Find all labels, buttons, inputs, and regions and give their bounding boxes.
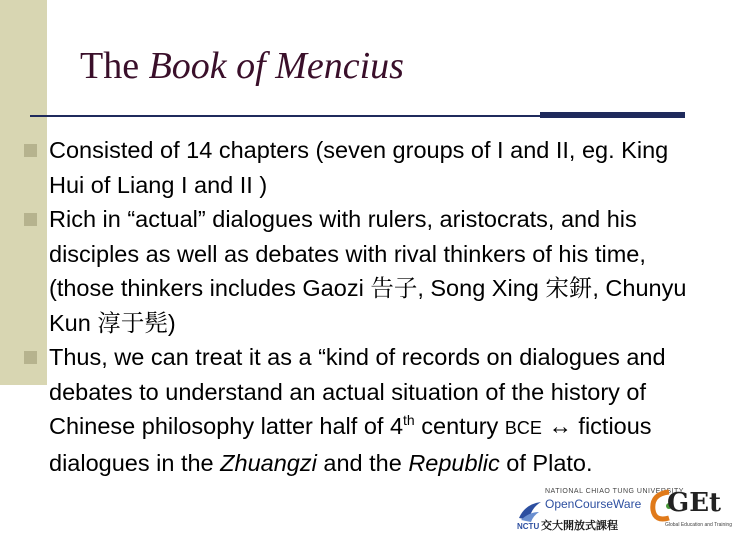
get-logo — [647, 484, 732, 538]
italic-republic: Republic — [408, 449, 500, 476]
ocw-label: OpenCourseWare — [545, 497, 642, 511]
bullet-text: and the — [316, 449, 409, 476]
get-label: GEt — [667, 488, 722, 518]
bullet-text: ↔ fictious dialogues in the — [49, 413, 652, 476]
bullet-item — [22, 340, 702, 480]
ocw-university-text: NATIONAL CHIAO TUNG UNIVERSITY — [545, 488, 684, 495]
title-italic: Book of Mencius — [148, 45, 404, 87]
title-rule — [30, 115, 540, 117]
bullet-square-icon — [24, 144, 37, 157]
get-subtitle: Global Education and Training — [665, 522, 732, 528]
ocw-chinese-label: 交大開放式課程 — [541, 520, 618, 532]
bullet-text: Rich in “actual” dialogues with rulers, aristocrats, and his disciples as well as debates with rival thinkers of his time, (those thinkers includes Gaozi 告子, Song Xing 宋鈃, Chunyu Kun 淳于髡) — [49, 206, 687, 336]
bullet-list — [22, 133, 702, 480]
title-rule-accent — [540, 112, 685, 118]
italic-zhuangzi: Zhuangzi — [220, 449, 317, 476]
nctu-logo-icon — [517, 498, 543, 524]
bullet-item — [22, 133, 702, 202]
footer-logos — [515, 484, 732, 538]
slide-title — [80, 44, 404, 88]
title-plain: The — [80, 45, 149, 87]
nctu-label: NCTU — [517, 522, 540, 531]
bullet-text: Thus, we can treat it as a “kind of records on dialogues and debates to understand an actual situation of the history of Chinese philosophy latter half of 4 — [49, 344, 666, 439]
bullet-text: century — [414, 413, 505, 439]
bullet-square-icon — [24, 351, 37, 364]
bullet-item — [22, 202, 702, 340]
superscript-th: th — [403, 412, 415, 428]
bullet-square-icon — [24, 213, 37, 226]
bullet-text: Consisted of 14 chapters (seven groups of I and II, eg. King Hui of Liang I and II ) — [49, 137, 669, 198]
bce-label: BCE — [504, 418, 542, 438]
bullet-text: of Plato. — [499, 449, 593, 476]
